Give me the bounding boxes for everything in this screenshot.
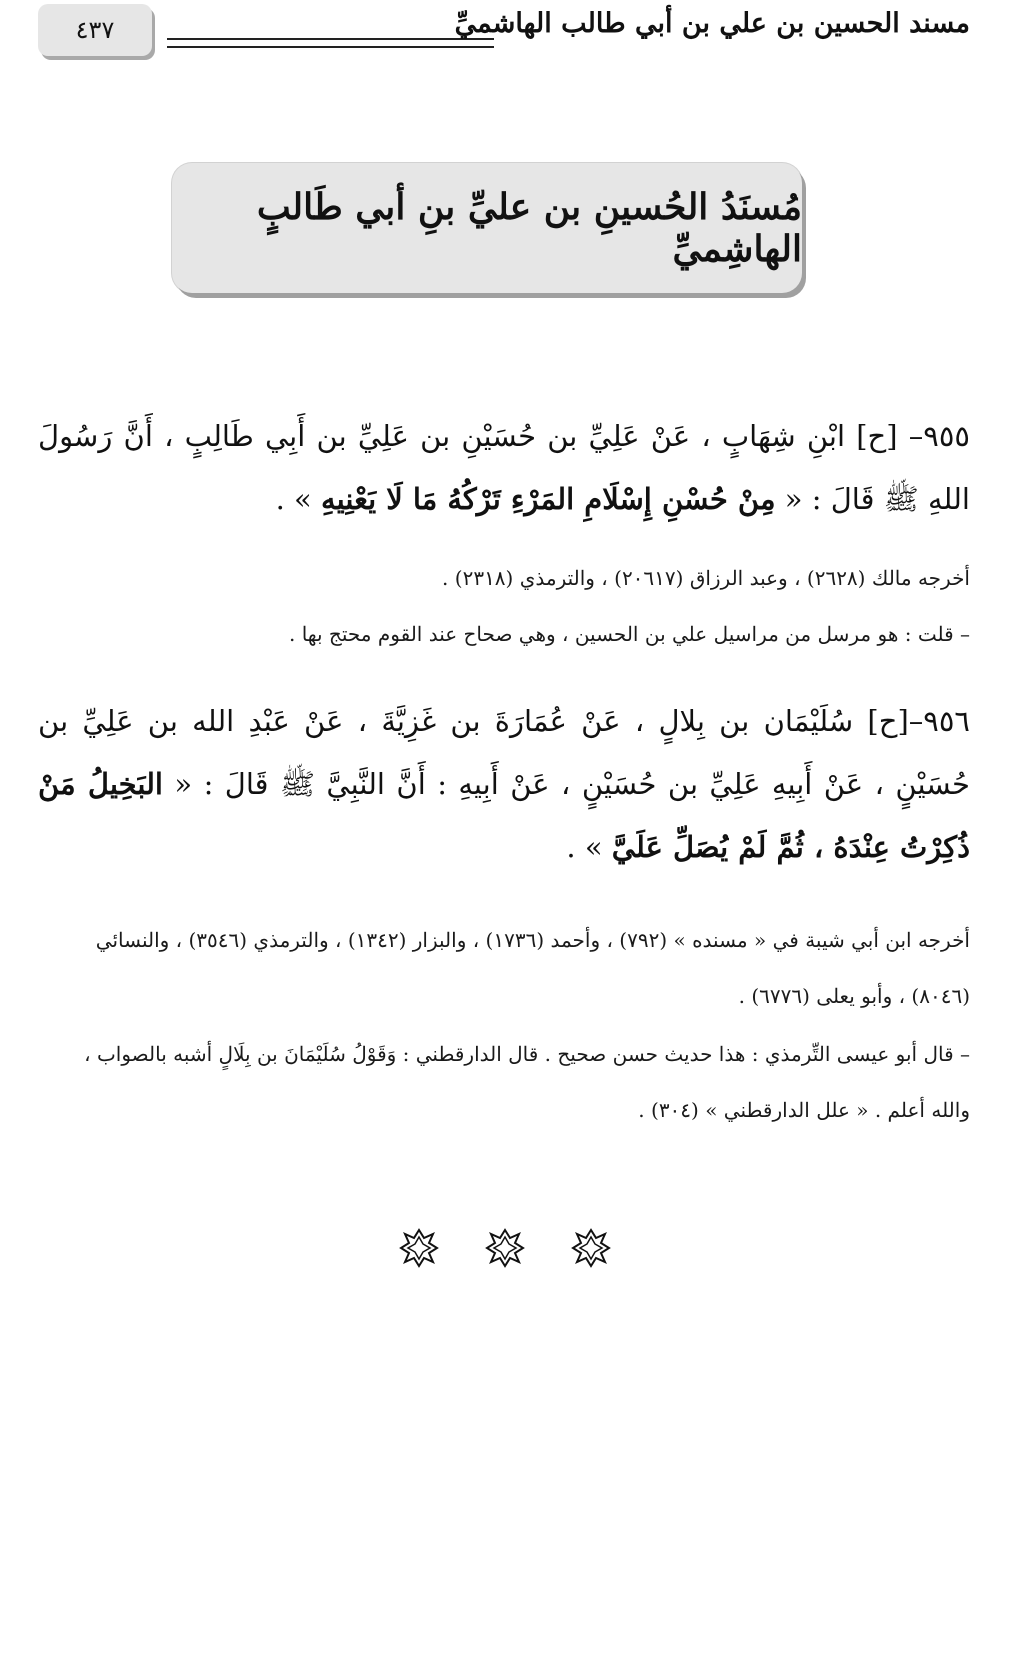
hadith-955-matn: مِنْ حُسْنِ إِسْلَامِ المَرْءِ تَرْكُهُ مَا لَا يَعْنِيهِ bbox=[321, 482, 776, 516]
hadith-956-end: » . bbox=[566, 830, 612, 864]
eight-point-star-icon bbox=[399, 1228, 439, 1268]
running-title: مسند الحسين بن علي بن أبي طالب الهاشميِّ bbox=[454, 8, 970, 39]
hadith-955-text bbox=[38, 405, 970, 531]
section-title: مُسنَدُ الحُسينِ بن عليِّ بنِ أبي طَالبٍ الهاشِميِّ bbox=[256, 186, 802, 270]
section-ornament bbox=[0, 1228, 1010, 1268]
header-rule bbox=[167, 38, 494, 48]
hadith-955-takhrij: أخرجه مالك (٢٦٢٨) ، وعبد الرزاق (٢٠٦١٧) ، والترمذي (٢٣١٨) . bbox=[442, 566, 970, 590]
hadith-955-isnad: ٩٥٥– [ح] ابْنِ شِهَابٍ ، عَنْ عَلِيِّ بن حُسَيْنِ بن عَلِيِّ بن أَبِي طَالِبٍ ، أَنَّ رَسُولَ اللهِ ﷺ قَالَ : « bbox=[38, 419, 970, 516]
hadith-956-text bbox=[38, 690, 970, 879]
hadith-955-end: » . bbox=[275, 482, 322, 516]
hadith-956-matn: البَخِيلُ مَنْ ذُكِرْتُ عِنْدَهُ ، ثُمَّ لَمْ يُصَلِّ عَلَيَّ bbox=[38, 767, 970, 864]
page-header bbox=[0, 0, 1010, 70]
section-title-box bbox=[172, 163, 802, 293]
hadith-955-comment: – قلت : هو مرسل من مراسيل علي بن الحسين ، وهي صحاح عند القوم محتج بها . bbox=[288, 622, 970, 646]
hadith-956-isnad: ٩٥٦–[ح] سُلَيْمَان بن بِلالٍ ، عَنْ عُمَارَةَ بن غَزِيَّةَ ، عَنْ عَبْدِ الله بن عَلِيِّ بن حُسَيْنٍ ، عَنْ أَبِيهِ عَلِيِّ بن حُسَيْنٍ ، عَنْ أَبِيهِ : أَنَّ النَّبِيَّ ﷺ قَالَ : « bbox=[38, 704, 970, 801]
page-number: ٤٣٧ bbox=[38, 4, 152, 56]
eight-point-star-icon bbox=[485, 1228, 525, 1268]
eight-point-star-icon bbox=[571, 1228, 611, 1268]
hadith-956-takhrij: أخرجه ابن أبي شيبة في « مسنده » (٧٩٢) ، وأحمد (١٧٣٦) ، والبزار (١٣٤٢) ، والترمذي (٣٥٤٦) ، والنسائي (٨٠٤٦) ، وأبو يعلى (٦٧٧٦) . bbox=[95, 928, 970, 1008]
hadith-956-comment: – قال أبو عيسى التِّرمذي : هذا حديث حسن صحيح . قال الدارقطني : وَقَوْلُ سُلَيْمَانَ بن بِلَالٍ أشبه بالصواب ، والله أعلم . « علل الدارقطني » (٣٠٤) . bbox=[84, 1042, 970, 1122]
